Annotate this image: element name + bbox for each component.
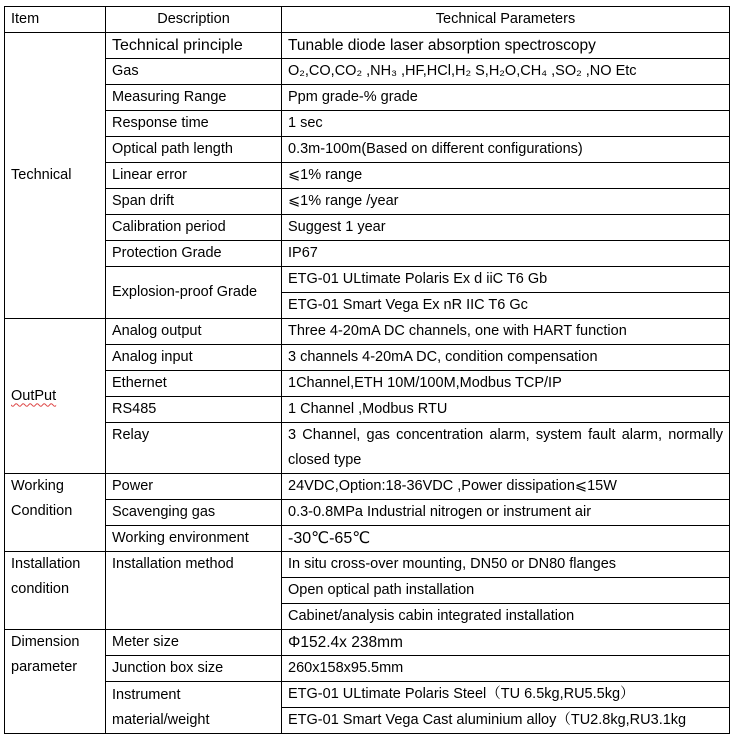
- table-row: [5, 397, 730, 423]
- row-value: Suggest 1 year: [282, 215, 730, 241]
- row-desc: Explosion-proof Grade: [106, 267, 282, 319]
- row-value: Φ152.4x 238mm: [282, 630, 730, 656]
- category-output: [5, 319, 106, 474]
- table-row: [5, 111, 730, 137]
- row-value: 1Channel,ETH 10M/100M,Modbus TCP/IP: [282, 371, 730, 397]
- table-row: [5, 241, 730, 267]
- row-desc: Gas: [106, 59, 282, 85]
- row-desc: Technical principle: [106, 33, 282, 59]
- table-row: [5, 371, 730, 397]
- row-value: In situ cross-over mounting, DN50 or DN80 flanges: [282, 552, 730, 578]
- row-value: ⩽1% range: [282, 163, 730, 189]
- row-value: 24VDC,Option:18-36VDC ,Power dissipation⩽15W: [282, 474, 730, 500]
- row-value: 3 channels 4-20mA DC, condition compensation: [282, 345, 730, 371]
- row-desc: Working environment: [106, 526, 282, 552]
- row-desc: Meter size: [106, 630, 282, 656]
- table-row: [5, 526, 730, 552]
- row-desc: Ethernet: [106, 371, 282, 397]
- row-value: 1 Channel ,Modbus RTU: [282, 397, 730, 423]
- table-row: [5, 189, 730, 215]
- row-value: ETG-01 Smart Vega Cast aluminium alloy（TU2.8kg,RU3.1kg: [282, 708, 730, 734]
- row-value: 0.3-0.8MPa Industrial nitrogen or instrument air: [282, 500, 730, 526]
- row-desc: Analog input: [106, 345, 282, 371]
- row-desc: Analog output: [106, 319, 282, 345]
- table-row: [5, 630, 730, 656]
- category-output-label: OutPut: [11, 387, 57, 404]
- row-value: ETG-01 ULtimate Polaris Steel（TU 6.5kg,RU5.5kg）: [282, 682, 730, 708]
- row-value: 0.3m-100m(Based on different configurations): [282, 137, 730, 163]
- table-row: [5, 137, 730, 163]
- row-value: -30℃-65℃: [282, 526, 730, 552]
- row-value: IP67: [282, 241, 730, 267]
- row-desc: Measuring Range: [106, 85, 282, 111]
- row-desc: Linear error: [106, 163, 282, 189]
- category-technical: Technical: [5, 33, 106, 319]
- row-value: ETG-01 Smart Vega Ex nR IIC T6 Gc: [282, 293, 730, 319]
- row-value: Cabinet/analysis cabin integrated installation: [282, 604, 730, 630]
- table-row: [5, 85, 730, 111]
- table-row: [5, 59, 730, 85]
- row-value: ⩽1% range /year: [282, 189, 730, 215]
- table-row: [5, 267, 730, 293]
- table-row: [5, 345, 730, 371]
- table-row: [5, 319, 730, 345]
- table-row: [5, 682, 730, 708]
- row-value: Three 4-20mA DC channels, one with HART function: [282, 319, 730, 345]
- spec-table: [4, 6, 730, 734]
- row-value: 3 Channel, gas concentration alarm, system fault alarm, normally closed type: [282, 423, 730, 474]
- table-row: [5, 552, 730, 578]
- header-row: [5, 7, 730, 33]
- row-value: 1 sec: [282, 111, 730, 137]
- table-row: [5, 656, 730, 682]
- table-row: [5, 163, 730, 189]
- row-desc: Protection Grade: [106, 241, 282, 267]
- row-desc: Calibration period: [106, 215, 282, 241]
- row-value: Tunable diode laser absorption spectroscopy: [282, 33, 730, 59]
- category-dimension: Dimension parameter: [5, 630, 106, 734]
- header-description: Description: [106, 7, 282, 33]
- row-desc: Power: [106, 474, 282, 500]
- row-value: Open optical path installation: [282, 578, 730, 604]
- row-desc: Response time: [106, 111, 282, 137]
- row-desc: Instrument material/weight: [106, 682, 282, 734]
- row-desc: Junction box size: [106, 656, 282, 682]
- header-item: Item: [5, 7, 106, 33]
- category-installation: Installation condition: [5, 552, 106, 630]
- row-value: ETG-01 ULtimate Polaris Ex d iiC T6 Gb: [282, 267, 730, 293]
- table-row: [5, 215, 730, 241]
- row-value: Ppm grade-% grade: [282, 85, 730, 111]
- table-row: [5, 474, 730, 500]
- header-parameters: Technical Parameters: [282, 7, 730, 33]
- table-row: [5, 33, 730, 59]
- row-desc: Installation method: [106, 552, 282, 630]
- row-desc: Relay: [106, 423, 282, 474]
- row-desc: Optical path length: [106, 137, 282, 163]
- row-value: O₂,CO,CO₂ ,NH₃ ,HF,HCl,H₂ S,H₂O,CH₄ ,SO₂ ,NO Etc: [282, 59, 730, 85]
- category-working: Working Condition: [5, 474, 106, 552]
- row-value: 260x158x95.5mm: [282, 656, 730, 682]
- row-desc: RS485: [106, 397, 282, 423]
- row-desc: Scavenging gas: [106, 500, 282, 526]
- row-desc: Span drift: [106, 189, 282, 215]
- table-row: [5, 500, 730, 526]
